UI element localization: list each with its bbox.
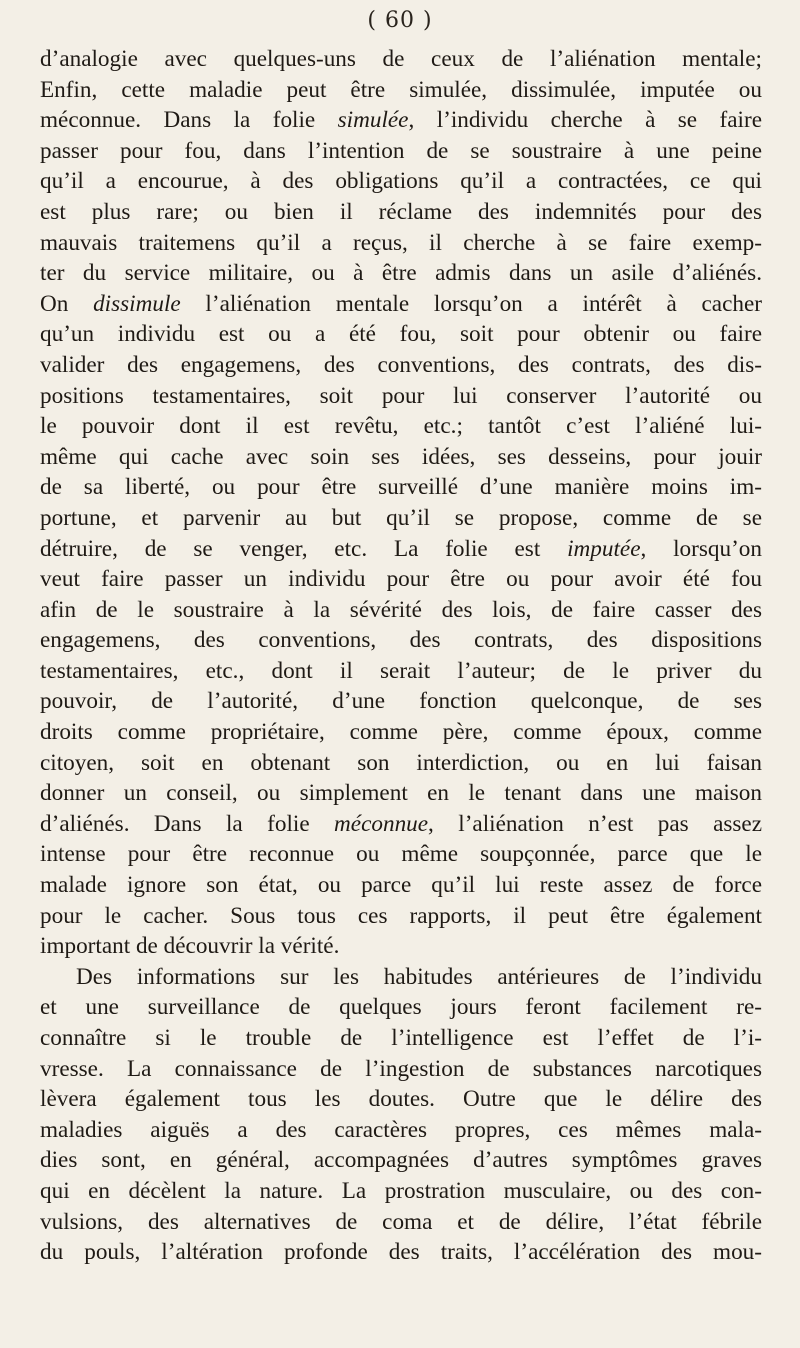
text-segment: donner un conseil, ou simplement en le tenant dans une maison: [40, 780, 762, 807]
text-segment: qu’un individu est ou a été fou, soit pour obtenir ou faire: [40, 321, 762, 348]
text-line: [40, 931, 762, 962]
text-segment: l’aliénation mentale lorsqu’on a intérêt à cacher: [180, 290, 762, 317]
text-line: [40, 258, 762, 289]
text-line: [40, 289, 762, 320]
text-line: [40, 962, 762, 993]
text-segment: positions testamentaires, soit pour lui conserver l’autorité ou: [40, 382, 762, 409]
text-line: [40, 625, 762, 656]
body-text: [40, 44, 762, 1268]
text-segment: intense pour être reconnue ou même soupçonnée, parce que le: [40, 841, 762, 868]
text-segment: le pouvoir dont il est revêtu, etc.; tantôt c’est l’aliéné lui-: [40, 413, 762, 440]
text-segment: citoyen, soit en obtenant son interdiction, ou en lui faisan: [40, 749, 762, 776]
text-segment: testamentaires, etc., dont il serait l’auteur; de le priver du: [40, 657, 762, 684]
text-line: [40, 136, 762, 167]
italic-term: imputée: [567, 535, 641, 562]
text-segment: veut faire passer un individu pour être ou pour avoir été fou: [40, 566, 762, 593]
text-segment: d’analogie avec quelques-uns de ceux de l’aliénation mentale;: [40, 46, 762, 72]
text-line: [40, 809, 762, 840]
italic-term: méconnue: [334, 810, 429, 837]
text-line: [40, 686, 762, 717]
text-segment: de sa liberté, ou pour être surveillé d’une manière moins im-: [40, 474, 762, 501]
text-segment: et une surveillance de quelques jours feront facilement re-: [40, 994, 762, 1021]
text-segment: même qui cache avec soin ses idées, ses desseins, pour jouir: [40, 443, 762, 470]
text-line: [40, 166, 762, 197]
text-line: [40, 656, 762, 687]
text-segment: est plus rare; ou bien il réclame des indemnités pour des: [40, 198, 762, 225]
text-segment: pouvoir, de l’autorité, d’une fonction quelconque, de ses: [40, 688, 762, 715]
text-line: [40, 870, 762, 901]
text-segment: engagemens, des conventions, des contrats, des dispositions: [40, 627, 762, 654]
text-line: [40, 534, 762, 565]
text-segment: portune, et parvenir au but qu’il se propose, comme de se: [40, 504, 762, 531]
text-line: [40, 1115, 762, 1146]
text-line: [40, 105, 762, 136]
text-segment: d’aliénés. Dans la folie: [40, 810, 335, 837]
text-segment: dies sont, en général, accompagnées d’autres symptômes graves: [40, 1147, 762, 1174]
text-line: [40, 75, 762, 106]
text-segment: du pouls, l’altération profonde des traits, l’accélération des mou-: [40, 1239, 762, 1266]
text-segment: On: [40, 290, 94, 317]
text-line: [40, 411, 762, 442]
text-segment: mauvais traitemens qu’il a reçus, il cherche à se faire exemp-: [40, 229, 762, 256]
text-segment: malade ignore son état, ou parce qu’il lui reste assez de force: [40, 872, 762, 899]
text-line: [40, 1145, 762, 1176]
text-line: [40, 442, 762, 473]
text-line: [40, 564, 762, 595]
text-segment: ter du service militaire, ou à être admis dans un asile d’aliénés.: [40, 260, 762, 287]
text-segment: vresse. La connaissance de l’ingestion de substances narcotiques: [40, 1055, 762, 1082]
text-segment: passer pour fou, dans l’intention de se soustraire à une peine: [40, 137, 762, 164]
text-line: [40, 44, 762, 75]
text-segment: valider des engagemens, des conventions, des contrats, des dis-: [40, 351, 762, 378]
text-segment: , lorsqu’on: [640, 535, 762, 562]
text-line: [40, 901, 762, 932]
text-line: [40, 228, 762, 259]
text-line: [40, 381, 762, 412]
italic-term: simulée: [337, 107, 409, 134]
text-segment: méconnue. Dans la folie: [40, 107, 338, 134]
text-line: [40, 748, 762, 779]
text-line: [40, 992, 762, 1023]
text-line: [40, 350, 762, 381]
text-line: [40, 1023, 762, 1054]
text-line: [40, 839, 762, 870]
text-segment: pour le cacher. Sous tous ces rapports, il peut être également: [40, 902, 762, 929]
text-line: [40, 1054, 762, 1085]
text-segment: détruire, de se venger, etc. La folie est: [40, 535, 568, 562]
italic-term: dissimule: [93, 290, 181, 317]
text-segment: vulsions, des alternatives de coma et de délire, l’état fébrile: [40, 1208, 762, 1235]
text-segment: qu’il a encourue, à des obligations qu’il a contractées, ce qui: [40, 168, 762, 195]
text-segment: qui en décèlent la nature. La prostration musculaire, ou des con-: [40, 1177, 762, 1204]
text-segment: Enfin, cette maladie peut être simulée, dissimulée, imputée ou: [40, 76, 762, 103]
text-line: [40, 472, 762, 503]
text-line: [40, 717, 762, 748]
text-segment: lèvera également tous les doutes. Outre que le délire des: [40, 1086, 762, 1113]
text-segment: maladies aiguës a des caractères propres, ces mêmes mala-: [40, 1116, 762, 1143]
page-number: ( 60 ): [367, 8, 433, 33]
text-line: [40, 1237, 762, 1268]
text-line: [40, 1176, 762, 1207]
text-segment: Des informations sur les habitudes antérieures de l’individu: [76, 963, 762, 990]
text-segment: important de découvrir la vérité.: [40, 933, 340, 960]
text-line: [40, 197, 762, 228]
text-line: [40, 503, 762, 534]
text-line: [40, 319, 762, 350]
text-segment: droits comme propriétaire, comme père, comme époux, comme: [40, 719, 762, 746]
text-segment: connaître si le trouble de l’intelligence est l’effet de l’i-: [40, 1025, 762, 1051]
text-segment: afin de le soustraire à la sévérité des lois, de faire casser des: [40, 596, 762, 623]
text-line: [40, 1084, 762, 1115]
text-segment: , l’individu cherche à se faire: [408, 107, 762, 134]
text-line: [40, 1207, 762, 1238]
text-line: [40, 595, 762, 626]
text-line: [40, 778, 762, 809]
text-segment: , l’aliénation n’est pas assez: [428, 810, 763, 837]
